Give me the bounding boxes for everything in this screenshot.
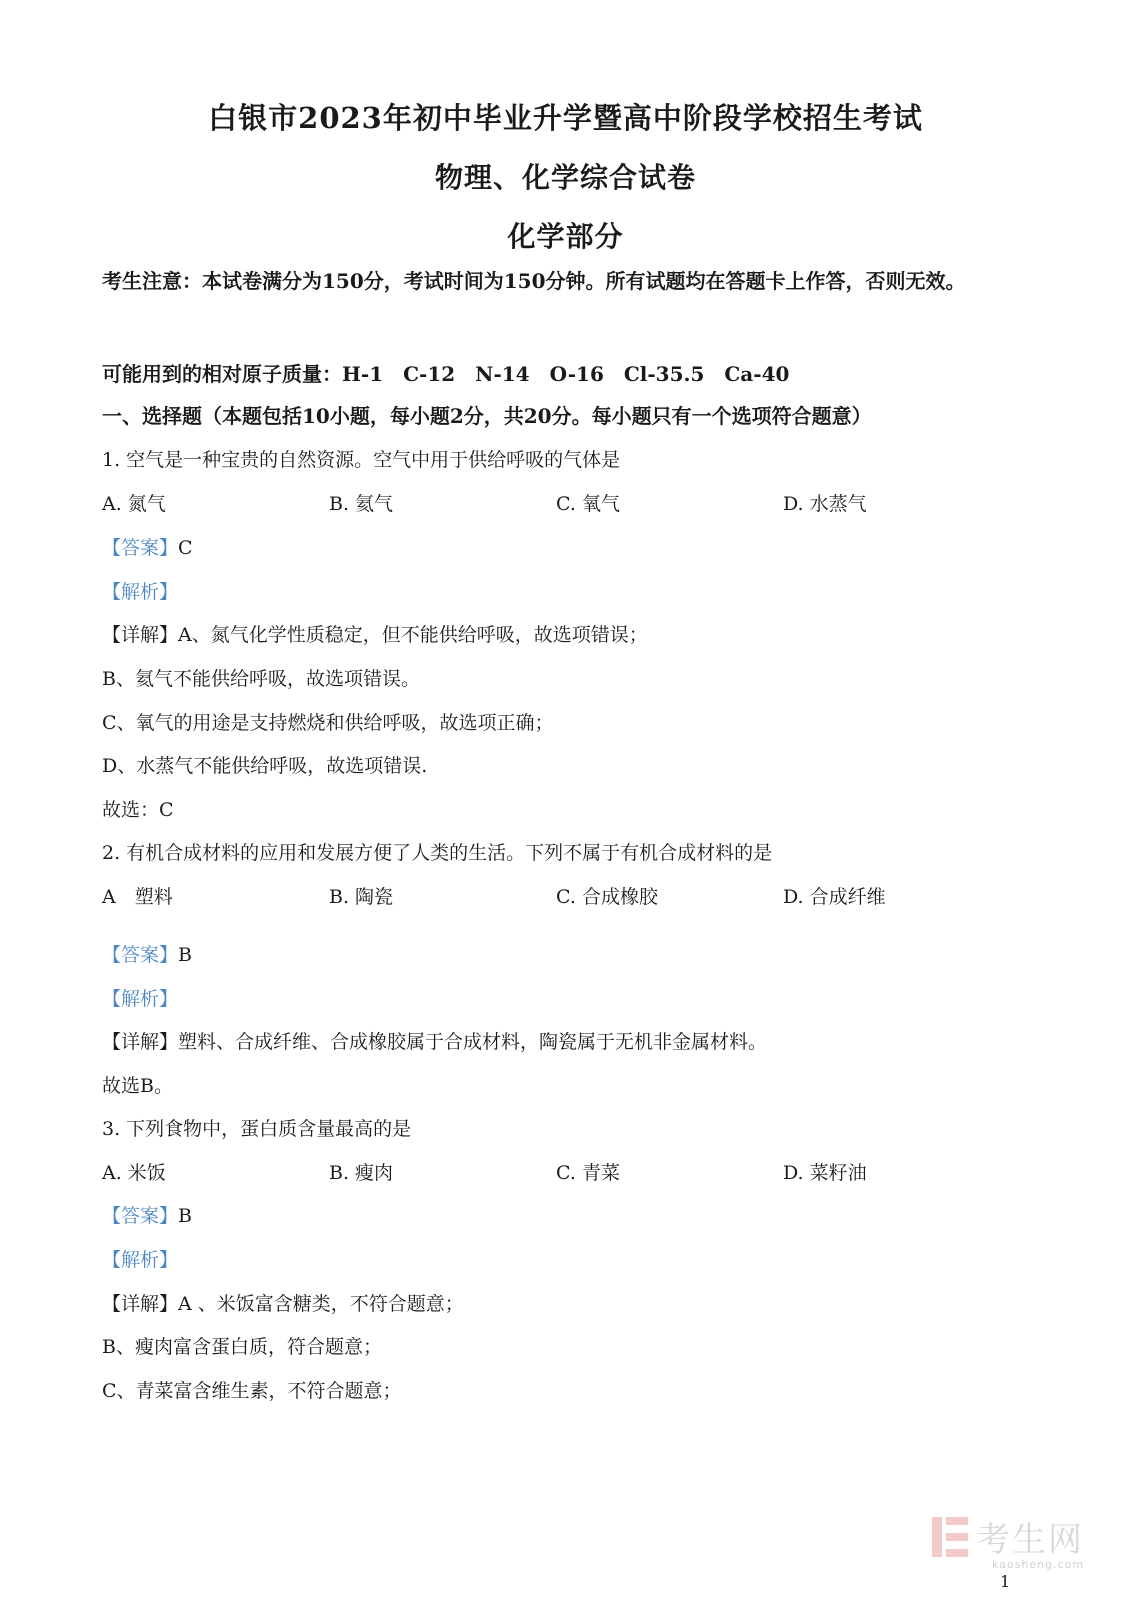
section-title: 化学部分 <box>507 220 624 253</box>
detail-line: 故选B。 <box>102 1075 173 1097</box>
section-heading: 一、选择题（本题包括10小题，每小题2分，共20分。每小题只有一个选项符合题意） <box>102 404 872 428</box>
option-c: C. 合成橡胶 <box>556 886 658 908</box>
answer-value: C <box>178 537 193 559</box>
option-c: C. 青菜 <box>556 1162 620 1184</box>
page-number: 1 <box>1000 1572 1011 1591</box>
option-b: B. 氦气 <box>329 493 394 515</box>
detail-line: C、青菜富含维生素，不符合题意； <box>102 1380 402 1402</box>
detail-line: D、水蒸气不能供给呼吸，故选项错误. <box>102 755 428 777</box>
answer-line <box>102 1201 192 1228</box>
option-b: B. 瘦肉 <box>329 1162 394 1184</box>
option-c: C. 氧气 <box>556 493 620 515</box>
detail-line: 【详解】A、氮气化学性质稳定，但不能供给呼吸，故选项错误； <box>102 624 648 646</box>
answer-line <box>102 533 193 560</box>
watermark-subtext: kaosheng.com <box>992 1558 1085 1571</box>
detail-line: 故选：C <box>102 799 174 821</box>
answer-value: B <box>178 1205 192 1227</box>
option-d: D. 合成纤维 <box>783 886 886 908</box>
answer-tag: 【答案】 <box>102 944 179 966</box>
option-d: D. 菜籽油 <box>783 1162 867 1184</box>
answer-tag: 【答案】 <box>102 1205 179 1227</box>
analysis-tag: 【解析】 <box>102 988 179 1010</box>
exam-subtitle: 物理、化学综合试卷 <box>434 161 696 194</box>
option-d: D. 水蒸气 <box>783 493 867 515</box>
watermark-logo-icon <box>930 1513 970 1561</box>
atomic-mass-line: 可能用到的相对原子质量：H-1 C-12 N-14 O-16 Cl-35.5 Ca-40 <box>102 362 790 386</box>
analysis-tag: 【解析】 <box>102 1249 179 1271</box>
watermark-text: 考生网 <box>976 1520 1084 1560</box>
exam-title: 白银市2023年初中毕业升学暨高中阶段学校招生考试 <box>208 101 923 135</box>
question-stem: 3. 下列食物中，蛋白质含量最高的是 <box>102 1118 412 1140</box>
question-stem: 2. 有机合成材料的应用和发展方便了人类的生活。下列不属于有机合成材料的是 <box>102 842 773 864</box>
answer-tag: 【答案】 <box>102 537 179 559</box>
option-a: A. 氮气 <box>102 493 166 515</box>
answer-line <box>102 940 192 967</box>
question-stem: 1. 空气是一种宝贵的自然资源。空气中用于供给呼吸的气体是 <box>102 449 621 471</box>
answer-value: B <box>178 944 192 966</box>
detail-line: C、氧气的用途是支持燃烧和供给呼吸，故选项正确； <box>102 712 554 734</box>
detail-line: B、瘦肉富含蛋白质，符合题意； <box>102 1336 382 1358</box>
detail-line: 【详解】塑料、合成纤维、合成橡胶属于合成材料，陶瓷属于无机非金属材料。 <box>102 1031 768 1053</box>
option-b: B. 陶瓷 <box>329 886 394 908</box>
exam-notice: 考生注意：本试卷满分为150分，考试时间为150分钟。所有试题均在答题卡上作答，否则无效。 <box>102 269 966 293</box>
option-a: A 塑料 <box>102 886 173 908</box>
analysis-tag: 【解析】 <box>102 581 179 603</box>
watermark <box>930 1512 1084 1561</box>
detail-line: B、氦气不能供给呼吸，故选项错误。 <box>102 668 420 690</box>
detail-line: 【详解】A 、米饭富含糖类，不符合题意； <box>102 1293 464 1315</box>
option-a: A. 米饭 <box>102 1162 166 1184</box>
